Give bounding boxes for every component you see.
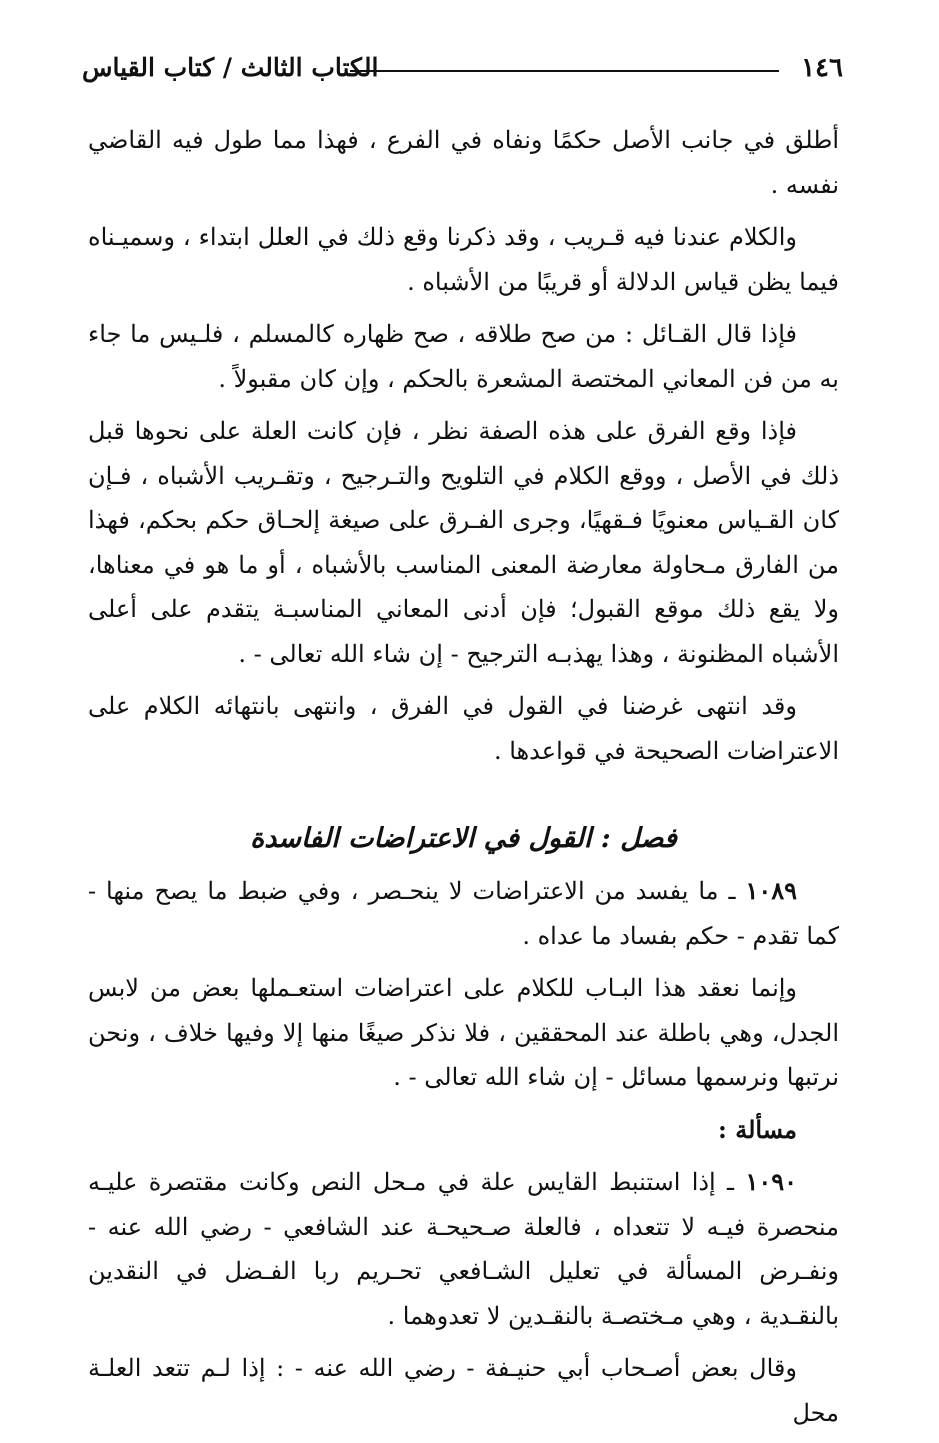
section-title: فصل : القول في الاعتراضات الفاسدة	[250, 823, 677, 854]
item-text-1089: ـ ما يفسد من الاعتراضات لا ينحـصر ، وفي ضبط ما يصح منها - كما تقدم - حكم بفساد ما عداه .	[88, 877, 839, 950]
item-number-1090: ١٠٩٠	[745, 1167, 797, 1196]
page-header	[82, 48, 843, 88]
paragraph-7: وقال بعض أصـحاب أبي حنيـفة - رضي الله عنه - : إذا لـم تتعد العلـة محل	[88, 1354, 839, 1427]
item-1089	[88, 869, 839, 958]
header-rule	[350, 70, 779, 72]
paragraph-1: أطلق في جانب الأصل حكمًا ونفاه في الفرع ، فهذا مما طول فيه القاضي نفسه .	[88, 126, 839, 199]
paragraph-2: والكلام عندنا فيه قـريب ، وقد ذكرنا وقع ذلك في العلل ابتداء ، وسميـناه فيما يظن قياس الدلالة أو قريبًا من الأشباه .	[88, 223, 839, 296]
paragraph-6: وإنما نعقد هذا البـاب للكلام على اعتراضات استعـملها بعض من لابس الجدل، وهي باطلة عند المحققين ، فلا نذكر صيغًا منها إلا وفيها خلاف ، ونحن نرتبها ونرسمها مسائل - إن شاء الله تعالى - .	[88, 974, 839, 1091]
issue-heading: مسألة :	[718, 1114, 797, 1144]
page-number: ١٤٦	[801, 53, 843, 83]
item-number-1089: ١٠٨٩	[745, 876, 797, 905]
paragraph-5: وقد انتهى غرضنا في القول في الفرق ، وانتهى بانتهائه الكلام على الاعتراضات الصحيحة في قواعدها .	[88, 692, 839, 765]
running-title: الكتاب الثالث / كتاب القياس	[82, 53, 379, 82]
paragraph-3: فإذا قال القـائل : من صح طلاقه ، صح ظهاره كالمسلم ، فلـيس ما جاء به من فن المعاني المختصة المشعرة بالحكم ، وإن كان مقبولاً .	[88, 320, 839, 393]
item-text-1090: ـ إذا استنبط القايس علة في مـحل النص وكانت مقتصرة عليـه منحصرة فيـه لا تتعداه ، فالعلة صـحيحـة عند الشافعي - رضي الله عنه - ونفـرض المسألة في تعليل الشـافعي تحـريم ربا الفـضل في النقدين بالنقـدية ، وهي مـختصـة بالنقـدين لا تعدوهما .	[88, 1168, 839, 1330]
paragraph-4: فإذا وقع الفرق على هذه الصفة نظر ، فإن كانت العلة على نحوها قبل ذلك في الأصل ، ووقع الكلام في التلويح والتـرجيح ، وتقـريب الأشباه ، فـإن كان القـياس معنويًا فـقهيًا، وجرى الفـرق على صيغة إلحـاق حكم بحكم، فهذا من الفارق مـحاولة معارضة المعنى المناسب بالأشباه ، أو ما هو في معناها، ولا يقع ذلك موقع القبول؛ فإن أدنى المعاني المناسبـة يتقدم على أعلى الأشباه المظنونة ، وهذا يهذبـه الترجيح - إن شاء الله تعالى - .	[88, 417, 840, 668]
item-1090	[88, 1160, 839, 1338]
page-body	[88, 118, 839, 1443]
